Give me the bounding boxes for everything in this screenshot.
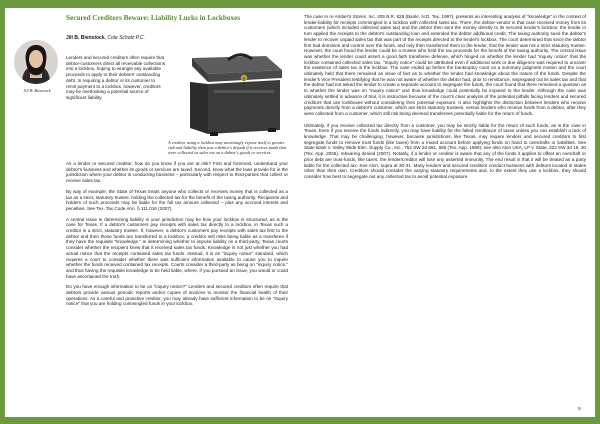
page-frame-top xyxy=(0,0,600,8)
author-portrait-icon xyxy=(14,40,58,84)
image-caption: A creditor using a lockbox may unwittingly expose itself to greater risk and liability than just a debtor's default if it receives funds that were collected as sales tax on a debtor's goods or services. xyxy=(168,140,287,156)
author-firm: Cole Schotz P.C. xyxy=(107,35,145,41)
author-photo xyxy=(14,40,58,84)
page-frame-bottom xyxy=(0,417,600,424)
lockbox-safe-icon xyxy=(170,48,288,140)
left-paragraph: By way of example, the State of Texas treats anyone who collects or receives money that is collected as a tax as a strict, statutory trustee, holding the collected tax for the benefit of the taxing authority. Recipients and holders of such proceeds may be liable for the full tax amount collected – plus any accrued interest and penalties. See Tex. Tax Code Ann. § 111.016 (2007). xyxy=(66,188,288,211)
left-column xyxy=(66,161,288,312)
lockbox-image xyxy=(170,48,288,140)
right-column xyxy=(304,14,586,186)
page-number: 9 xyxy=(578,407,581,412)
author-name: Jill B. Bienstock xyxy=(66,35,105,41)
left-paragraph: As a lender or secured creditor, how do you know if you are at risk? First and foremost, understand your debtor's business and whether its goods or services are taxed. Second, know what the laws provide for in the jurisdiction where your debtor is conducting business – particularly with respect to third-parties that collect or receive sales tax. xyxy=(66,161,288,184)
left-paragraph: Do you have enough information to be on "inquiry notice?" Lenders and secured creditors often require that debtors provide various periodic reports and/or copies of invoices to monitor the financial health of their operations. As a careful and proactive creditor, you may already have sufficient information to be on "inquiry notice" that you are holding commingled funds in your lockbox. xyxy=(66,284,288,307)
page-frame-left xyxy=(0,8,5,417)
right-paragraph: Ultimately, if you receive collected tax directly from a customer, you may be strictly liable for the return of such funds, as is the case in Texas. Even if you receive the funds indirectly, you may have liability for the failed remittance of taxes unless you can establish a lack of knowledge. That may be challenging, however, because jurisdictions, like Texas, may require lenders and secured creditors to first segregate funds to remove trust funds (like taxes) from a mixed account before applying funds on hand to overdrafts or liabilities. See State Bank v. Valley Wide Elec. Supply Co., Inc., 752 SW 2d 661, 665 (Tex. App. 1988); see also Alon USA, LP v. State, 222 SW 3d 19, 30 (Tex. App. 2006), rehearing denied (2007). Notably, if a lender or creditor is aware that any of the funds it applies to offset an overdraft or prior debt are trust-funds, like taxes, the lender/creditor will lose any asserted immunity. The end result is that it will be treated as a party liable for the collected tax. See Alon, supra at 30-31. Many lenders and secured creditors conduct business with debtors located in states other than their own. Creditors should consider the varying statutory requirements and, to the extent they use a lockbox, they should consider how best to segregate out any collected tax to avoid potential exposure. xyxy=(304,122,586,179)
photo-caption: Jill B. Bienstock xyxy=(23,88,51,93)
left-paragraph: A central issue in determining liability in your jurisdiction may be how your lockbox is structured, as is the case for Texas. If a debtor's customers pay receipts with sales tax directly to a lockbox, in Texas such a creditor is a strict, statutory trustee. If, however, a debtor's customers pay receipts with sales tax first to the debtor and then those funds are transferred to a lockbox, a creditor still risks being liable as a transferee if they have the requisite "knowledge." In determining whether to impose liability on a third-party, Texas courts consider whether the recipient knew that it received sales tax funds. Knowledge is not just whether you had actual notice that the receipts contained sales tax funds. Instead, it is an "inquiry notice" standard, which requires a court to consider whether there was sufficient information available to cause you to inquire whether the funds received contained tax receipts. Courts consider a third-party as being on "inquiry notice," and thus having the requisite knowledge to be held liable, where, if you pursued an issue, you would or could have ascertained the truth. xyxy=(66,216,288,279)
page-frame-right xyxy=(595,8,600,417)
right-paragraph: The case In re Amber's Stores, Inc. 205 B.R. 828 (Bankr. N.D. Tex. 1997), presents an interesting analysis of "knowledge" in the context of lender-liability for receipts commingled in a lockbox with collected sales tax. There, the debtor-vendor in that case received money from its customers (which included collected sales tax) and the debtor then sent the money directly to its secured lender's lockbox; the lender in turn applied the receipts to the debtor's outstanding loan and extended the debtor additional credit. The taxing authority sued the debtor's lender to recover unpaid sales tax that was part of the receipts directed to the lender's lockbox. The court determined that since the debtor first had dominion and control over the funds, and only then transferred them to the lender, that the lender was not a strict statutory trustee. However, the court found the lender could be a trustee who held the tax proceeds for the benefit of the taxing authority. The central issue was whether the lender could assert a good faith transferee defense, which hinged on whether the lender had "inquiry notice" that the lockbox contained collected sales tax. "Inquiry notice" could be attributed even if additional work or due diligence was required to uncover the existence of sales tax in the lockbox. The case ended up before the bankruptcy court on a summary judgment motion and the court ultimately held that there remained an issue of fact as to whether the lender had knowledge about the nature of the funds. Despite the lender's Vice President testifying that he was not aware of whether the debtor had, prior to remittance, segregated out its sales tax and that the debtor had not asked the lender to create a separate account to segregate the funds, the court found that there remained a question as to whether the lender was on "inquiry notice" and thus knowledge could potentially be imputed to the lender. Although the case was ultimately settled in advance of trial, it is instructive because of the court's clear analysis of the potential pitfalls facing lenders and secured creditors that use lockboxes without considering their potential exposure. It also highlights the distinction between lenders who receive payments directly from a debtor's customer, which are strict statutory trustees, versus lenders who receive funds from a debtor, after they were collected from a customer, which still risk being deemed transferees potentially liable for the return of funds. xyxy=(304,14,586,116)
article-title: Secured Creditors Beware: Liability Lurks in Lockboxes xyxy=(66,14,241,22)
intro-paragraph: Lenders and secured creditors often require that debtor-customers direct all receivable collections into a lockbox, hoping to wrangle any available proceeds to apply to their debtors' outstanding debt. In requiring a debtor or its customer to remit payment to a lockbox, however, creditors may be overlooking a potential source of significant liability. xyxy=(66,55,166,100)
author-byline: Jill B. Bienstock, Cole Schotz P.C. xyxy=(66,35,145,41)
